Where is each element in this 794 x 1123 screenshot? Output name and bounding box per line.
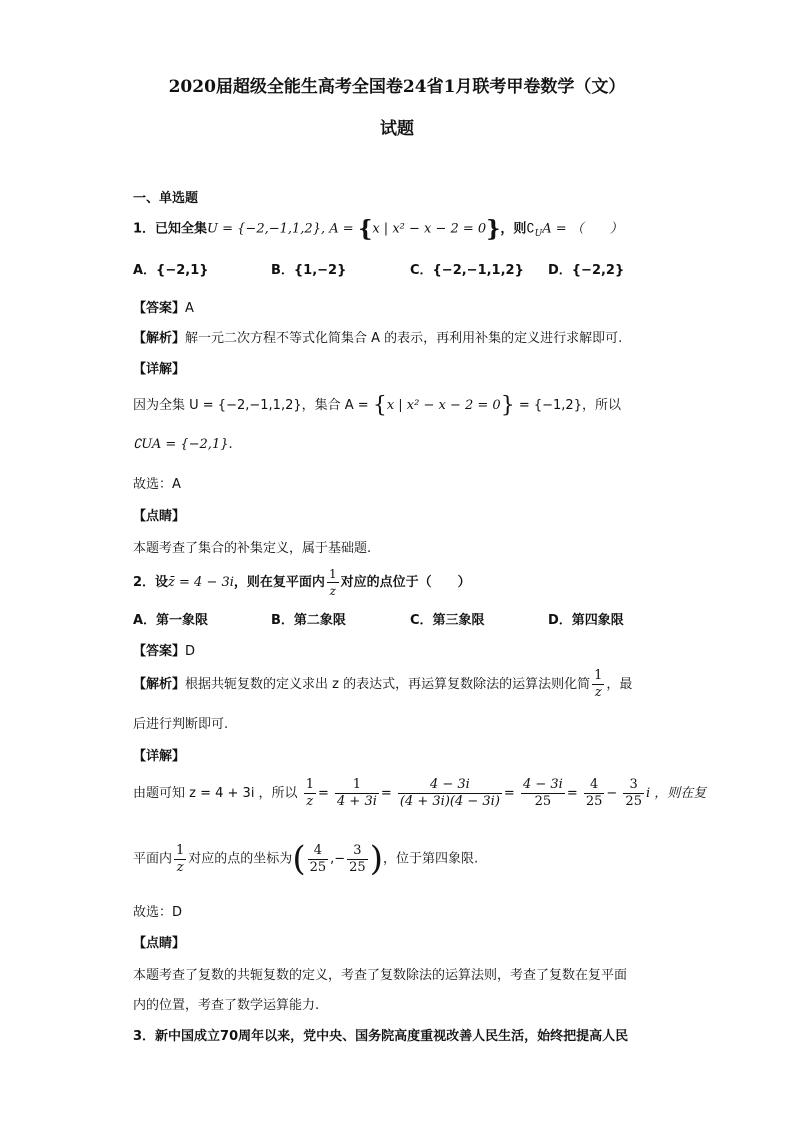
q2-detail-line2: 平面内 $\frac{1}{z}$ 对应的点的坐标为( $\frac{4}{25}$ ,− $\frac{3}{25}$ )，位于第四象限.: [133, 839, 479, 879]
q2-comment-label: 【点睛】: [133, 936, 186, 951]
q1-option-d: D．{−2,2}: [548, 263, 625, 278]
q2-comment-line2: 内的位置，考查了数学运算能力.: [133, 998, 320, 1013]
q2-detail-line1: 由题可知 z = 4 + 3i ，所以 $\frac{1}{z}$ = $\frac{1}{4 + 3i}$ = $\frac{4 - 3i}{(4 + 3i)(4 - 3i)}$ = $\frac{4 - 3i}{25}$ = $\frac{4}{25}$ − $\frac{3}{25}$ i ，则在复: [133, 777, 707, 809]
q1-option-a: A．{−2,1}: [133, 263, 209, 278]
q2-option-c: C．第三象限: [410, 613, 485, 628]
q2-option-d: D．第四象限: [548, 613, 624, 628]
q1-analysis: 【解析】解一元二次方程不等式化简集合 A 的表示，再利用补集的定义进行求解即可.: [133, 331, 623, 346]
q1-stem: 1．已知全集U = {−2,−1,1,2}, A = {x | x² − x − 2 = 0}，则$∁_UA$ = （ ）: [133, 216, 623, 242]
q2-comment-line1: 本题考查了复数的共轭复数的定义，考查了复数除法的运算法则，考查了复数在复平面: [133, 968, 628, 983]
q2-detail-label: 【详解】: [133, 749, 186, 764]
q1-option-b: B．{1,−2}: [271, 263, 347, 278]
q2-answer: 【答案】D: [133, 644, 196, 659]
q2-stem: 2．设z̄ = 4 − 3i，则在复平面内 $\frac{1}{z}$ 对应的点位于（ ）: [133, 567, 471, 598]
doc-title-line2: 试题: [380, 119, 414, 139]
q1-detail-label: 【详解】: [133, 362, 186, 377]
q1-answer: 【答案】A: [133, 301, 194, 316]
q1-detail-line1: 因为全集 U = {−2,−1,1,2}，集合 A = {x | x² − x − 2 = 0} = {−1,2}，所以: [133, 393, 621, 418]
doc-title: 2020届超级全能生高考全国卷24省1月联考甲卷数学（文）: [168, 77, 626, 97]
section-heading: 一、单选题: [133, 191, 199, 206]
q1-option-c: C．{−2,−1,1,2}: [410, 263, 524, 278]
q1-detail-line2: ∁UA = {−2,1}.: [133, 437, 233, 452]
q2-option-a: A．第一象限: [133, 613, 209, 628]
q2-option-b: B．第二象限: [271, 613, 346, 628]
q2-choose: 故选：D: [133, 905, 183, 920]
q2-analysis-line2: 后进行判断即可.: [133, 717, 229, 732]
q1-choose: 故选：A: [133, 477, 181, 492]
q2-analysis: 【解析】根据共轭复数的定义求出 z 的表达式，再运算复数除法的运算法则化简 $\frac{1}{z}$ ，最: [133, 668, 633, 700]
q1-comment: 本题考查了集合的补集定义，属于基础题.: [133, 541, 372, 556]
q1-comment-label: 【点睛】: [133, 509, 186, 524]
q3-stem: 3．新中国成立70周年以来，党中央、国务院高度重视改善人民生活，始终把提高人民: [133, 1029, 629, 1044]
